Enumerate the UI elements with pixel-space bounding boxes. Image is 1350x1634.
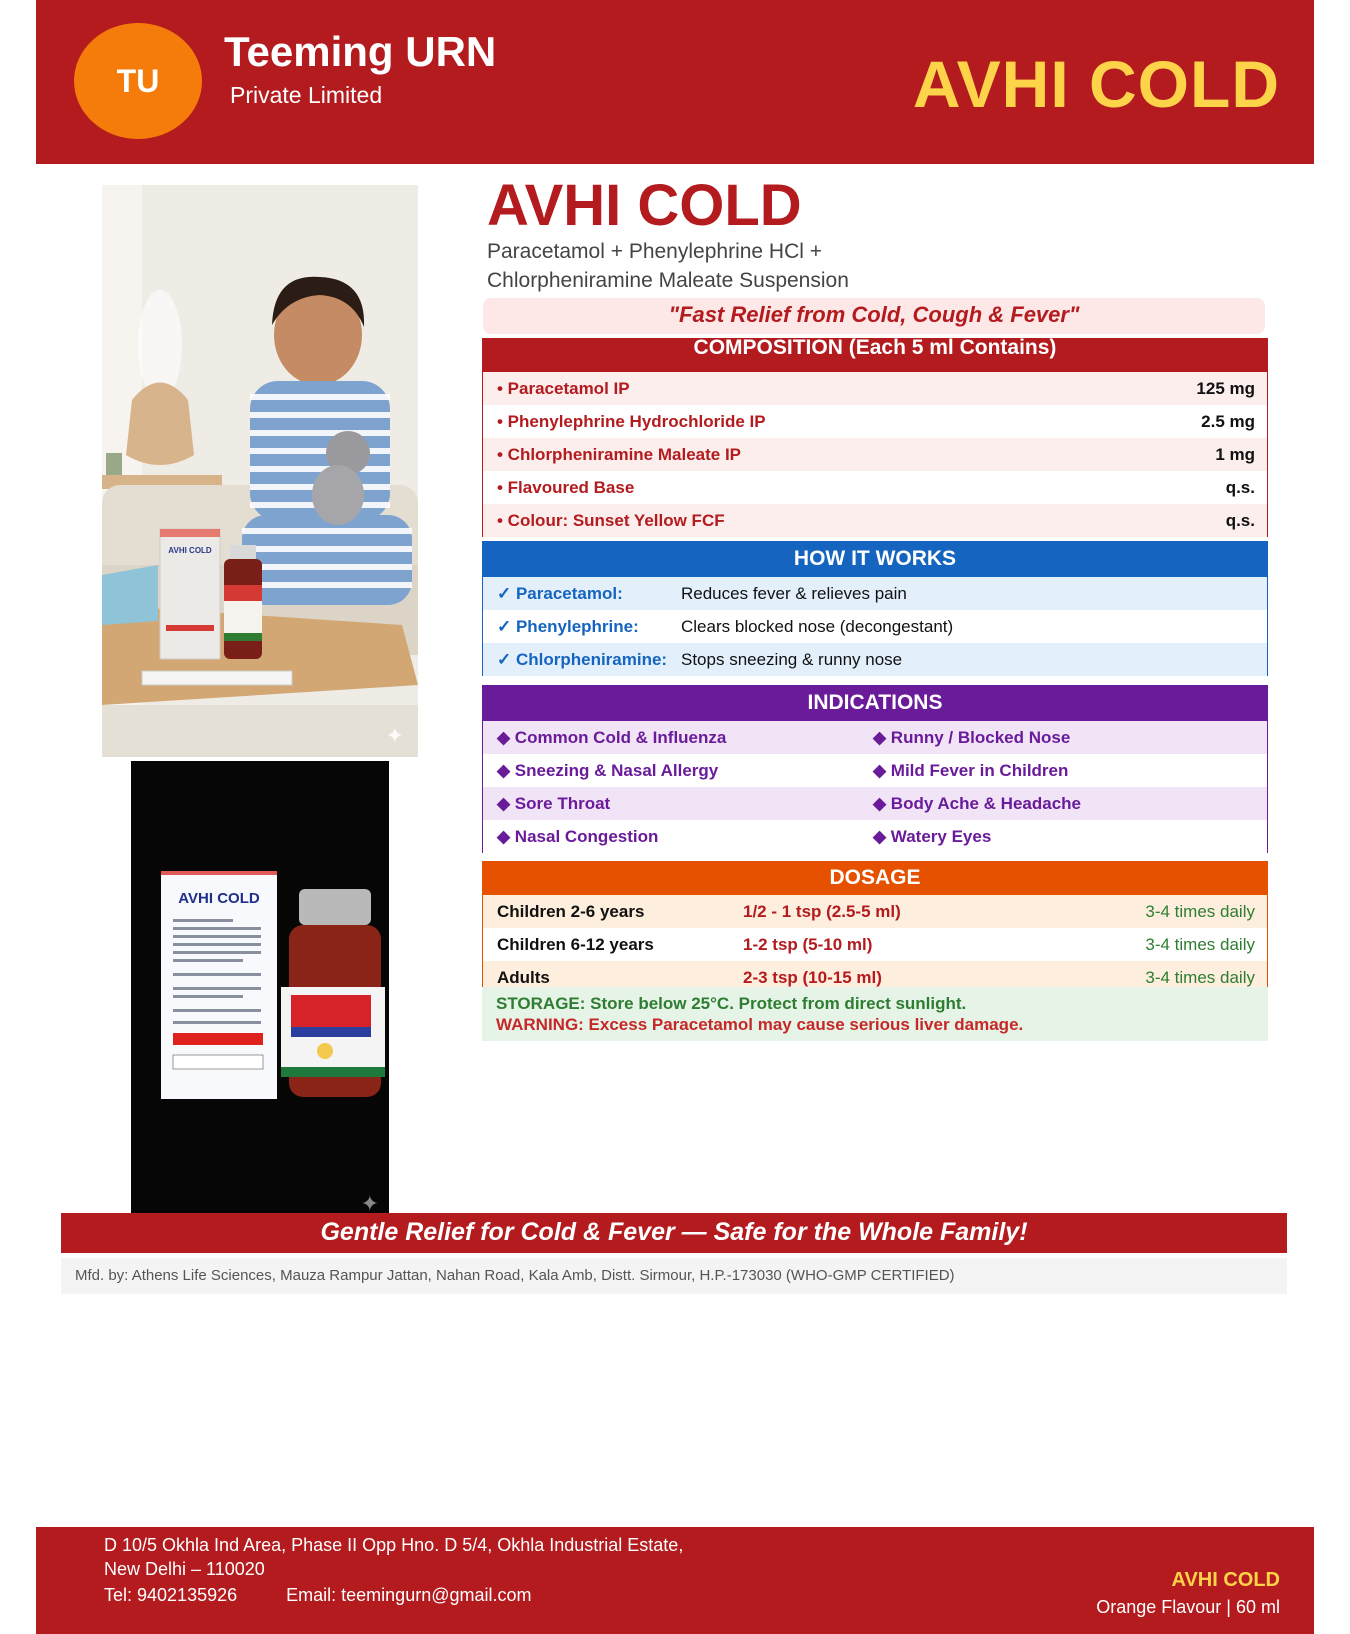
ingredient-name: • Phenylephrine Hydrochloride IP [497,411,766,431]
photo2-carton-label: AVHI COLD [178,890,260,907]
how-it-works-row [483,643,1267,676]
dosage-panel [482,861,1268,994]
indication-item: ◆ Sore Throat [497,793,611,813]
indication-item: ◆ Mild Fever in Children [873,760,1069,780]
ingredient-name: • Flavoured Base [497,477,635,497]
lifestyle-photo-illustration [102,185,418,757]
indications-row [483,820,1267,853]
company-subtitle: Private Limited [230,82,383,108]
active-ingredient: ✓ Chlorpheniramine: [497,649,668,669]
tagline: "Fast Relief from Cold, Cough & Fever" [483,298,1265,334]
dosage-age-group: Children 6-12 years [497,934,654,954]
ingredient-action: Reduces fever & relieves pain [681,583,907,603]
ingredient-amount: q.s. [1225,510,1255,530]
dosage-frequency: 3-4 times daily [1145,967,1255,987]
warning-note: WARNING: Excess Paracetamol may cause serious liver damage. [496,1015,1024,1034]
footer-address [104,1533,683,1581]
header-product-name: AVHI COLD [912,47,1280,121]
ingredient-action: Stops sneezing & runny nose [681,649,903,669]
product-photo-illustration [131,761,389,1213]
sparkle-icon: ✦ [360,1191,379,1213]
product-subtitle [487,237,849,295]
footer-email[interactable]: Email: teemingurn@gmail.com [286,1585,532,1605]
ingredient-amount: q.s. [1225,477,1255,497]
composition-row [483,405,1267,438]
dosage-amount: 1/2 - 1 tsp (2.5-5 ml) [743,901,901,921]
footer-product-variant: Orange Flavour | 60 ml [1096,1597,1280,1617]
manufacturer-info: Mfd. by: Athens Life Sciences, Mauza Rampur Jattan, Nahan Road, Kala Amb, Distt. Sirmour, H.P.-173030 (WHO-GMP CERTIFIED) [61,1258,1287,1294]
dosage-age-group: Adults [497,967,550,987]
ingredient-amount: 125 mg [1196,378,1255,398]
how-it-works-list [483,577,1267,676]
ingredient-amount: 1 mg [1215,444,1255,464]
dosage-frequency: 3-4 times daily [1145,934,1255,954]
address-line-1: D 10/5 Okhla Ind Area, Phase II Opp Hno. D 5/4, Okhla Industrial Estate, [104,1535,684,1555]
how-it-works-row [483,610,1267,643]
composition-row [483,438,1267,471]
indication-item: ◆ Runny / Blocked Nose [873,727,1071,747]
lifestyle-photo [102,185,418,757]
indication-item: ◆ Body Ache & Headache [873,793,1082,813]
composition-panel [482,338,1268,537]
footer-phone: Tel: 9402135926 [104,1585,238,1605]
storage-warning-box [482,987,1268,1041]
how-it-works-row [483,577,1267,610]
indications-row [483,754,1267,787]
company-name: Teeming URN [224,28,497,75]
ingredient-action: Clears blocked nose (decongestant) [681,616,954,636]
indication-item: ◆ Watery Eyes [873,826,992,846]
subtitle-line-2: Chlorpheniramine Maleate Suspension [487,269,849,292]
active-ingredient: ✓ Paracetamol: [497,583,623,603]
footer-product-name: AVHI COLD [1171,1569,1280,1591]
dosage-amount: 1-2 tsp (5-10 ml) [743,934,873,954]
ingredient-amount: 2.5 mg [1201,411,1255,431]
dosage-amount: 2-3 tsp (10-15 ml) [743,967,882,987]
ingredient-name: • Chlorpheniramine Maleate IP [497,444,742,464]
indications-row [483,721,1267,754]
product-photo [131,761,389,1213]
slogan-banner: Gentle Relief for Cold & Fever — Safe for the Whole Family! [61,1213,1287,1253]
indication-item: ◆ Nasal Congestion [497,826,659,846]
photo1-carton-label: AVHI COLD [168,546,212,555]
storage-note: STORAGE: Store below 25°C. Protect from direct sunlight. [496,994,967,1013]
indications-heading: INDICATIONS [483,685,1267,721]
dosage-table [483,895,1267,994]
dosage-frequency: 3-4 times daily [1145,901,1255,921]
header-bar [36,0,1314,164]
indications-row [483,787,1267,820]
subtitle-line-1: Paracetamol + Phenylephrine HCl + [487,240,823,263]
product-title: AVHI COLD [487,173,802,238]
indications-grid [483,721,1267,853]
composition-row [483,471,1267,504]
ingredient-name: • Paracetamol IP [497,378,630,398]
dosage-heading: DOSAGE [483,861,1267,895]
composition-row [483,372,1267,405]
composition-row [483,504,1267,537]
indication-item: ◆ Sneezing & Nasal Allergy [497,760,719,780]
dosage-row [483,928,1267,961]
dosage-age-group: Children 2-6 years [497,901,645,921]
sparkle-icon: ✦ [385,723,404,748]
indication-item: ◆ Common Cold & Influenza [497,727,727,747]
logo-initials: TU [116,62,160,99]
footer-bar [36,1527,1314,1634]
dosage-row [483,895,1267,928]
ingredient-name: • Colour: Sunset Yellow FCF [497,510,725,530]
footer-contact [104,1585,532,1606]
composition-heading: COMPOSITION (Each 5 ml Contains) [483,338,1267,372]
how-it-works-panel [482,541,1268,676]
indications-panel [482,685,1268,853]
composition-list [483,372,1267,537]
company-logo [74,23,202,139]
address-line-2: New Delhi – 110020 [104,1559,265,1579]
active-ingredient: ✓ Phenylephrine: [497,616,639,636]
how-it-works-heading: HOW IT WORKS [483,541,1267,577]
